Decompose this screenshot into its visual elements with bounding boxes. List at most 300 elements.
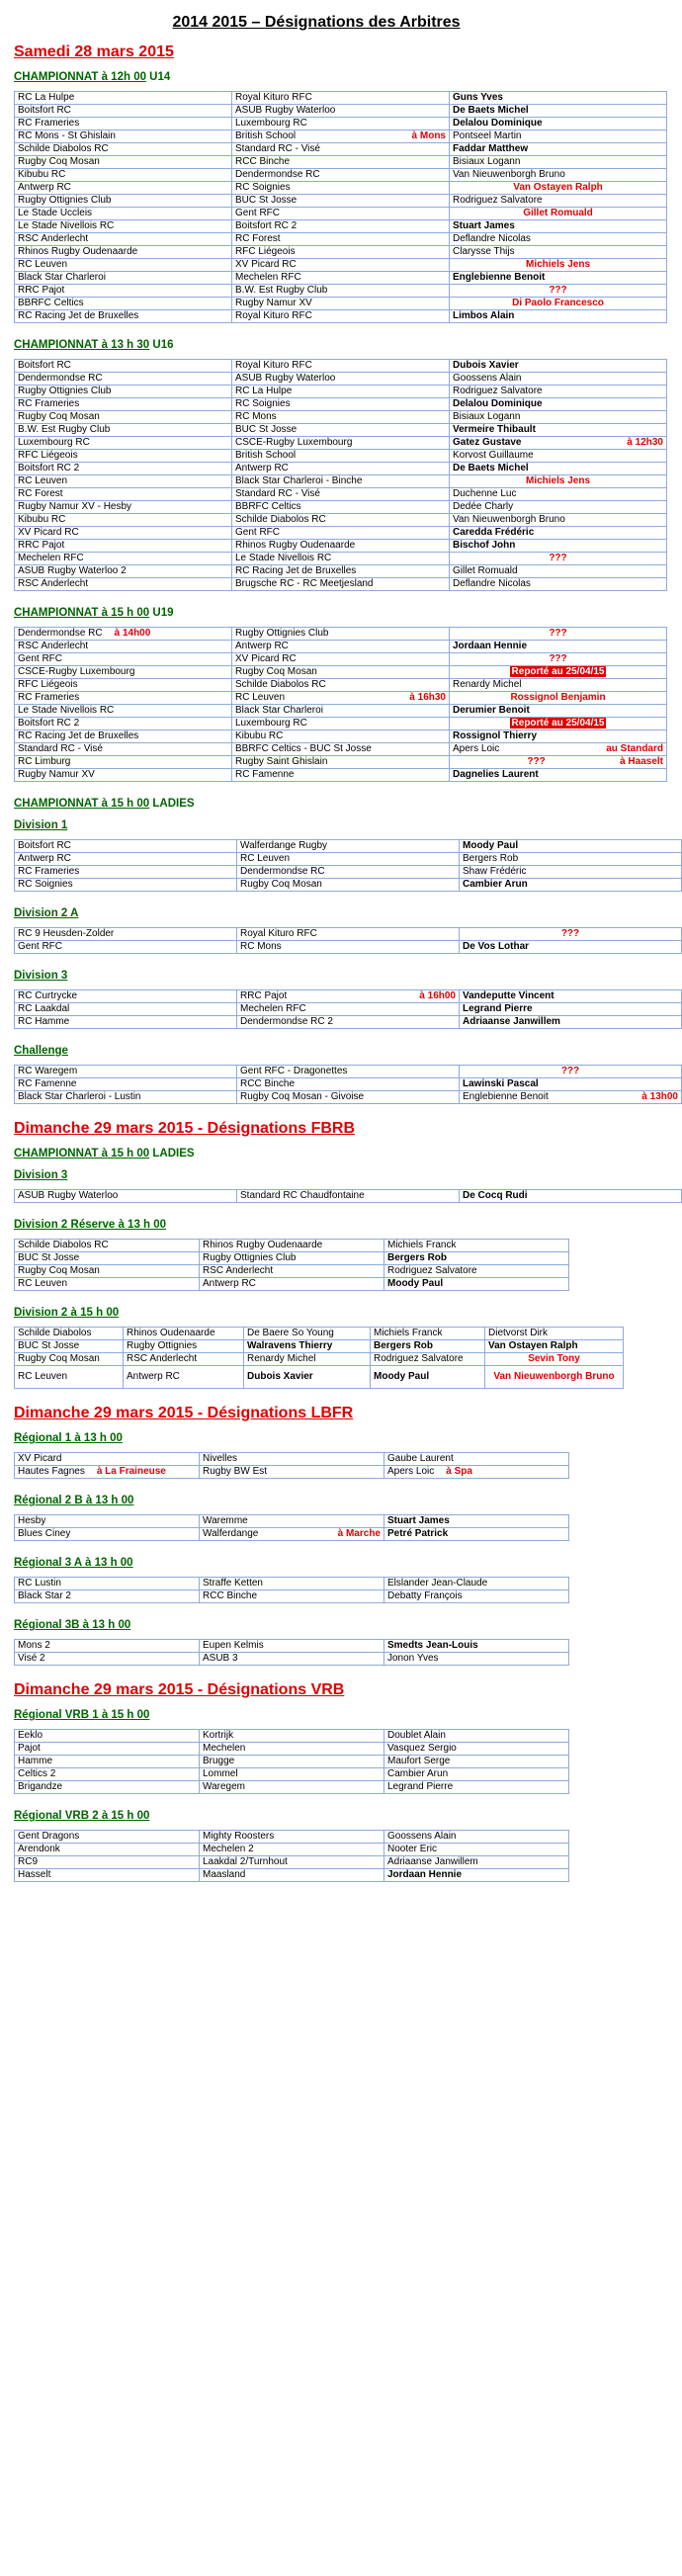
cell-text: RC Racing Jet de Bruxelles <box>18 730 139 741</box>
table-cell <box>384 1578 569 1590</box>
table-cell <box>244 1340 371 1353</box>
cell-text: Apers Loic <box>387 1466 435 1477</box>
cell-text: Black Star 2 <box>18 1590 71 1601</box>
table-cell <box>450 565 667 578</box>
cell-text: Black Star Charleroi - Binche <box>235 475 363 486</box>
table-cell <box>450 195 667 208</box>
cell-text: Royal Kituro RFC <box>235 92 312 103</box>
cell-text: RC Racing Jet de Bruxelles <box>235 565 357 576</box>
cell-text: Boitsfort RC 2 <box>235 220 298 231</box>
cell-text: Gent Dragons <box>18 1831 80 1842</box>
championship-heading <box>14 339 633 351</box>
table-row <box>15 156 667 169</box>
cell-text: Royal Kituro RFC <box>235 360 312 371</box>
table-cell <box>232 130 450 143</box>
table-cell <box>450 411 667 424</box>
table-cell <box>15 1366 124 1389</box>
table-cell <box>384 1653 569 1666</box>
postponed-badge: Reporté au 25/04/15 <box>511 666 605 677</box>
cell-text: Caredda Frédéric <box>453 527 535 538</box>
table-cell <box>232 705 450 718</box>
cell-text: Antwerp RC <box>18 853 71 864</box>
table-cell <box>15 1528 200 1541</box>
table-row <box>15 641 667 653</box>
cell-text: Maasland <box>203 1869 246 1880</box>
cell-text: RC Soignies <box>235 398 291 409</box>
cell-text: Rossignol Benjamin <box>510 692 606 703</box>
table-cell <box>485 1340 624 1353</box>
table-cell <box>15 373 232 386</box>
cell-text: BUC St Josse <box>235 424 298 435</box>
table-cell <box>15 182 232 195</box>
table-cell <box>15 1340 124 1353</box>
cell-text: Luxembourg RC <box>18 437 90 448</box>
cell-text: Rugby Saint Ghislain <box>235 756 328 767</box>
content <box>0 43 678 1882</box>
day-heading: Dimanche 29 mars 2015 - Désignations VRB <box>14 1681 345 1698</box>
cell-text: Legrand Pierre <box>387 1781 454 1792</box>
document-title: 2014 2015 – Désignations des Arbitres <box>172 14 461 31</box>
table-row <box>15 259 667 272</box>
cell-text: Rugby Namur XV <box>235 298 312 308</box>
table-cell <box>15 514 232 527</box>
table-row <box>15 463 667 475</box>
table-row <box>15 1856 569 1869</box>
category-label: LADIES <box>149 798 195 810</box>
table-cell <box>460 840 682 853</box>
cell-text: Bisiaux Logann <box>453 156 521 167</box>
cell-text: Mighty Roosters <box>203 1831 275 1842</box>
cell-text: RCC Binche <box>203 1590 258 1601</box>
cell-text: Dendermondse RC <box>18 373 103 384</box>
cell-text: Black Star Charleroi - Lustin <box>18 1091 141 1102</box>
cell-text: Legrand Pierre <box>463 1003 533 1014</box>
cell-text: RC Hamme <box>18 1016 70 1027</box>
table-cell <box>200 1252 384 1265</box>
table-cell <box>232 527 450 540</box>
cell-text: Royal Kituro RFC <box>240 928 317 939</box>
table-cell <box>200 1265 384 1278</box>
table-cell <box>450 553 667 565</box>
table-cell <box>450 628 667 641</box>
table-cell <box>232 553 450 565</box>
cell-text: Michiels Jens <box>525 259 591 270</box>
table-row <box>15 1844 569 1856</box>
table-cell <box>15 501 232 514</box>
cell-text: BUC St Josse <box>18 1340 80 1351</box>
cell-text: Rhinos Rugby Oudenaarde <box>18 246 138 257</box>
designation-table <box>14 1065 682 1104</box>
cell-text: Bergers Rob <box>463 853 519 864</box>
table-cell <box>450 105 667 118</box>
cell-text: Gatez Gustave <box>453 437 522 448</box>
table-cell <box>232 578 450 591</box>
cell-text: Rugby Ottignies Club <box>203 1252 297 1263</box>
table-cell <box>384 1590 569 1603</box>
cell-text: Dubois Xavier <box>247 1371 313 1382</box>
table-cell <box>200 1856 384 1869</box>
cell-text: BUC St Josse <box>235 195 298 206</box>
table-cell <box>232 437 450 450</box>
table-cell <box>232 285 450 298</box>
table-cell <box>384 1743 569 1756</box>
cell-text: RC Famenne <box>235 769 295 780</box>
cell-text: Rhinos Rugby Oudenaarde <box>235 540 356 551</box>
table-cell <box>15 475 232 488</box>
table-cell <box>244 1328 371 1340</box>
table-cell <box>15 1856 200 1869</box>
table-cell <box>232 450 450 463</box>
table-row <box>15 1252 569 1265</box>
cell-text: Di Paolo Francesco <box>512 298 604 308</box>
cell-text: Sevin Tony <box>528 1353 580 1364</box>
cell-text: Dendermondse RC 2 <box>240 1016 333 1027</box>
designation-table <box>14 359 667 591</box>
table-cell <box>15 285 232 298</box>
cell-text: RSC Anderlecht <box>18 641 89 651</box>
table-cell <box>450 475 667 488</box>
designation-table <box>14 1514 569 1541</box>
cell-text: Englebienne Benoit <box>463 1091 549 1102</box>
cell-text: Moody Paul <box>387 1278 444 1289</box>
cell-text: Schilde Diabolos RC <box>235 514 326 525</box>
table-cell <box>450 488 667 501</box>
cell-text: Straffe Ketten <box>203 1578 263 1589</box>
cell-text: Van Ostayen Ralph <box>513 182 603 193</box>
cell-text: Le Stade Nivellois RC <box>235 553 332 563</box>
table-row <box>15 743 667 756</box>
cell-text: B.W. Est Rugby Club <box>18 424 111 435</box>
table-cell <box>450 730 667 743</box>
table-cell <box>124 1340 244 1353</box>
cell-text: ??? <box>549 628 567 639</box>
table-cell <box>232 195 450 208</box>
table-cell <box>232 475 450 488</box>
table-cell <box>15 1653 200 1666</box>
table-cell <box>460 1190 682 1203</box>
table-cell <box>200 1466 384 1479</box>
cell-text: Boitsfort RC 2 <box>18 718 80 729</box>
cell-text: Mons 2 <box>18 1640 50 1651</box>
table-cell <box>450 653 667 666</box>
table-cell <box>15 553 232 565</box>
championship-label: CHAMPIONNAT à 13 h 30 <box>14 339 150 351</box>
table-cell <box>15 730 232 743</box>
cell-text: Brugge <box>203 1756 235 1766</box>
designation-table <box>14 1239 569 1291</box>
cell-text: Blues Ciney <box>18 1528 71 1539</box>
designation-table <box>14 1577 569 1603</box>
table-cell <box>450 756 667 769</box>
table-cell <box>15 195 232 208</box>
table-cell <box>15 1590 200 1603</box>
table-cell <box>237 1066 460 1078</box>
cell-text: Van Ostayen Ralph <box>488 1340 578 1351</box>
cell-text: Deflandre Nicolas <box>453 578 531 589</box>
table-row <box>15 501 667 514</box>
cell-text: Arendonk <box>18 1844 60 1854</box>
table-cell <box>237 1091 460 1104</box>
cell-text: Jordaan Hennie <box>453 641 528 651</box>
table-cell <box>15 1328 124 1340</box>
table-cell <box>15 105 232 118</box>
table-cell <box>15 641 232 653</box>
table-cell <box>450 156 667 169</box>
table-cell <box>15 1265 200 1278</box>
table-cell <box>15 756 232 769</box>
table-cell <box>200 1653 384 1666</box>
cell-text: Bisiaux Logann <box>453 411 521 422</box>
division-heading: Régional 1 à 13 h 00 <box>14 1432 123 1444</box>
table-cell <box>371 1328 485 1340</box>
table-cell <box>232 233 450 246</box>
division-heading: Régional VRB 1 à 15 h 00 <box>14 1709 150 1721</box>
table-cell <box>232 398 450 411</box>
category-label: U14 <box>145 71 171 83</box>
cell-text: Pontseel Martin <box>453 130 522 141</box>
table-cell <box>124 1353 244 1366</box>
table-cell <box>232 730 450 743</box>
cell-text: RRC Pajot <box>18 540 65 551</box>
table-cell <box>384 1730 569 1743</box>
cell-text: ??? <box>549 653 567 664</box>
table-row <box>15 488 667 501</box>
venue-note: à Marche <box>337 1528 381 1539</box>
table-cell <box>232 679 450 692</box>
table-row <box>15 298 667 310</box>
table-row <box>15 233 667 246</box>
table-cell <box>15 246 232 259</box>
table-row <box>15 1831 569 1844</box>
table-cell <box>450 169 667 182</box>
cell-text: Gent RFC - Dragonettes <box>240 1066 348 1076</box>
table-cell <box>15 1278 200 1291</box>
table-row <box>15 1515 569 1528</box>
cell-text: RC Laakdal <box>18 1003 70 1014</box>
table-cell <box>232 641 450 653</box>
table-cell <box>450 259 667 272</box>
cell-text: Maufort Serge <box>387 1756 451 1766</box>
table-cell <box>200 1756 384 1768</box>
table-row <box>15 1353 624 1366</box>
cell-text: BBRFC Celtics <box>18 298 84 308</box>
cell-text: RC Lustin <box>18 1578 61 1589</box>
table-row <box>15 1528 569 1541</box>
cell-text: Schilde Diabolos <box>18 1328 92 1338</box>
table-cell <box>460 1078 682 1091</box>
table-cell <box>15 527 232 540</box>
cell-text: Visé 2 <box>18 1653 45 1664</box>
table-row <box>15 679 667 692</box>
cell-text: Laakdal 2/Turnhout <box>203 1856 288 1867</box>
table-cell <box>200 1453 384 1466</box>
cell-text: Duchenne Luc <box>453 488 517 499</box>
table-cell <box>232 360 450 373</box>
cell-text: Rugby Coq Mosan <box>18 156 100 167</box>
table-cell <box>450 246 667 259</box>
table-cell <box>237 1016 460 1029</box>
table-cell <box>460 866 682 879</box>
cell-text: Hautes Fagnes <box>18 1466 85 1477</box>
designation-table <box>14 989 682 1029</box>
table-row <box>15 578 667 591</box>
table-row <box>15 718 667 730</box>
cell-text: Korvost Guillaume <box>453 450 534 461</box>
cell-text: Walravens Thierry <box>247 1340 333 1351</box>
cell-text: RFC Liégeois <box>235 246 296 257</box>
table-cell <box>384 1844 569 1856</box>
cell-text: De Vos Lothar <box>463 941 530 952</box>
venue-note: à 14h00 <box>114 628 151 639</box>
cell-text: RCC Binche <box>240 1078 296 1089</box>
cell-text: Delalou Dominique <box>453 118 543 129</box>
table-cell <box>200 1781 384 1794</box>
table-cell <box>15 233 232 246</box>
cell-text: Nooter Eric <box>387 1844 438 1854</box>
table-row <box>15 1781 569 1794</box>
division-heading: Division 3 <box>14 1169 68 1181</box>
table-cell <box>450 298 667 310</box>
cell-text: RC 9 Heusden-Zolder <box>18 928 115 939</box>
table-cell <box>237 1190 460 1203</box>
table-row <box>15 360 667 373</box>
table-cell <box>200 1768 384 1781</box>
cell-text: ASUB Rugby Waterloo <box>235 105 336 116</box>
table-cell <box>15 840 237 853</box>
cell-text: Vasquez Sergio <box>387 1743 457 1754</box>
table-row <box>15 1078 682 1091</box>
table-cell <box>15 169 232 182</box>
table-cell <box>232 424 450 437</box>
table-cell <box>232 514 450 527</box>
cell-text: RSC Anderlecht <box>127 1353 198 1364</box>
cell-text: De Baets Michel <box>453 105 529 116</box>
cell-text: XV Picard <box>18 1453 62 1464</box>
designation-table <box>14 1830 569 1882</box>
table-row <box>15 373 667 386</box>
day-heading: Samedi 28 mars 2015 <box>14 43 174 60</box>
cell-text: Deflandre Nicolas <box>453 233 531 244</box>
cell-text: Englebienne Benoit <box>453 272 546 283</box>
cell-text: Antwerp RC <box>127 1371 180 1382</box>
table-cell <box>244 1353 371 1366</box>
cell-text: Lawinski Pascal <box>463 1078 539 1089</box>
cell-text: Rugby Coq Mosan <box>18 1265 100 1276</box>
division-heading: Challenge <box>14 1045 68 1057</box>
cell-text: Hamme <box>18 1756 53 1766</box>
venue-note: à Mons <box>411 130 446 141</box>
designation-table <box>14 927 682 954</box>
table-row <box>15 928 682 941</box>
cell-text: De Baere So Young <box>247 1328 334 1338</box>
table-cell <box>450 450 667 463</box>
table-cell <box>371 1353 485 1366</box>
table-cell <box>15 1091 237 1104</box>
venue-note: à 12h30 <box>627 437 663 448</box>
cell-text: Doublet Alain <box>387 1730 446 1741</box>
cell-text: BUC St Josse <box>18 1252 80 1263</box>
table-cell <box>15 398 232 411</box>
cell-text: Rugby Namur XV <box>18 769 95 780</box>
table-cell <box>232 540 450 553</box>
table-cell <box>485 1353 624 1366</box>
table-row <box>15 182 667 195</box>
table-cell <box>232 718 450 730</box>
table-cell <box>450 373 667 386</box>
cell-text: De Cocq Rudi <box>463 1190 528 1201</box>
cell-text: RC Soignies <box>235 182 291 193</box>
table-cell <box>15 310 232 323</box>
table-cell <box>15 1743 200 1756</box>
table-row <box>15 866 682 879</box>
venue-note: à 16h00 <box>419 990 456 1001</box>
table-row <box>15 666 667 679</box>
cell-text: RC Frameries <box>18 866 80 877</box>
division-heading: Régional 3B à 13 h 00 <box>14 1619 131 1631</box>
division-heading: Division 2 Réserve à 13 h 00 <box>14 1219 167 1231</box>
table-cell <box>232 272 450 285</box>
table-cell <box>371 1366 485 1389</box>
cell-text: Le Stade Uccleis <box>18 208 93 218</box>
division-heading: Régional 2 B à 13 h 00 <box>14 1495 134 1506</box>
cell-text: Goossens Alain <box>453 373 522 384</box>
table-cell <box>15 386 232 398</box>
cell-text: Rhinos Oudenaarde <box>127 1328 215 1338</box>
table-row <box>15 450 667 463</box>
table-cell <box>200 1590 384 1603</box>
table-row <box>15 756 667 769</box>
cell-text: Rodriguez Salvatore <box>374 1353 464 1364</box>
cell-text: Derumier Benoit <box>453 705 530 716</box>
cell-text: Mechelen RFC <box>18 553 84 563</box>
table-row <box>15 1640 569 1653</box>
table-cell <box>200 1578 384 1590</box>
table-row <box>15 1366 624 1389</box>
cell-text: Rossignol Thierry <box>453 730 538 741</box>
cell-text: RC Leuven <box>18 1371 68 1382</box>
cell-text: Standard RC - Visé <box>235 488 320 499</box>
cell-text: Brigandze <box>18 1781 63 1792</box>
table-cell <box>200 1240 384 1252</box>
cell-text: XV Picard RC <box>235 653 297 664</box>
table-cell <box>15 928 237 941</box>
cell-text: RSC Anderlecht <box>18 233 89 244</box>
cell-text: RC Leuven <box>18 259 68 270</box>
table-row <box>15 628 667 641</box>
cell-text: Le Stade Nivellois RC <box>18 220 115 231</box>
championship-label: CHAMPIONNAT à 15 h 00 <box>14 798 150 810</box>
cell-text: RC Soignies <box>18 879 73 890</box>
table-cell <box>460 1091 682 1104</box>
table-cell <box>232 156 450 169</box>
cell-text: Faddar Matthew <box>453 143 529 154</box>
table-cell <box>15 990 237 1003</box>
cell-text: Gent RFC <box>235 527 281 538</box>
table-cell <box>232 246 450 259</box>
cell-text: Kortrijk <box>203 1730 234 1741</box>
cell-text: Michiels Franck <box>387 1240 457 1250</box>
table-row <box>15 1066 682 1078</box>
cell-text: ASUB Rugby Waterloo 2 <box>18 565 127 576</box>
cell-text: BBRFC Celtics <box>235 501 301 512</box>
cell-text: RC La Hulpe <box>18 92 75 103</box>
table-cell <box>15 143 232 156</box>
table-cell <box>232 653 450 666</box>
cell-text: RC Frameries <box>18 692 80 703</box>
cell-text: Dedée Charly <box>453 501 514 512</box>
table-cell <box>450 118 667 130</box>
table-cell <box>15 450 232 463</box>
